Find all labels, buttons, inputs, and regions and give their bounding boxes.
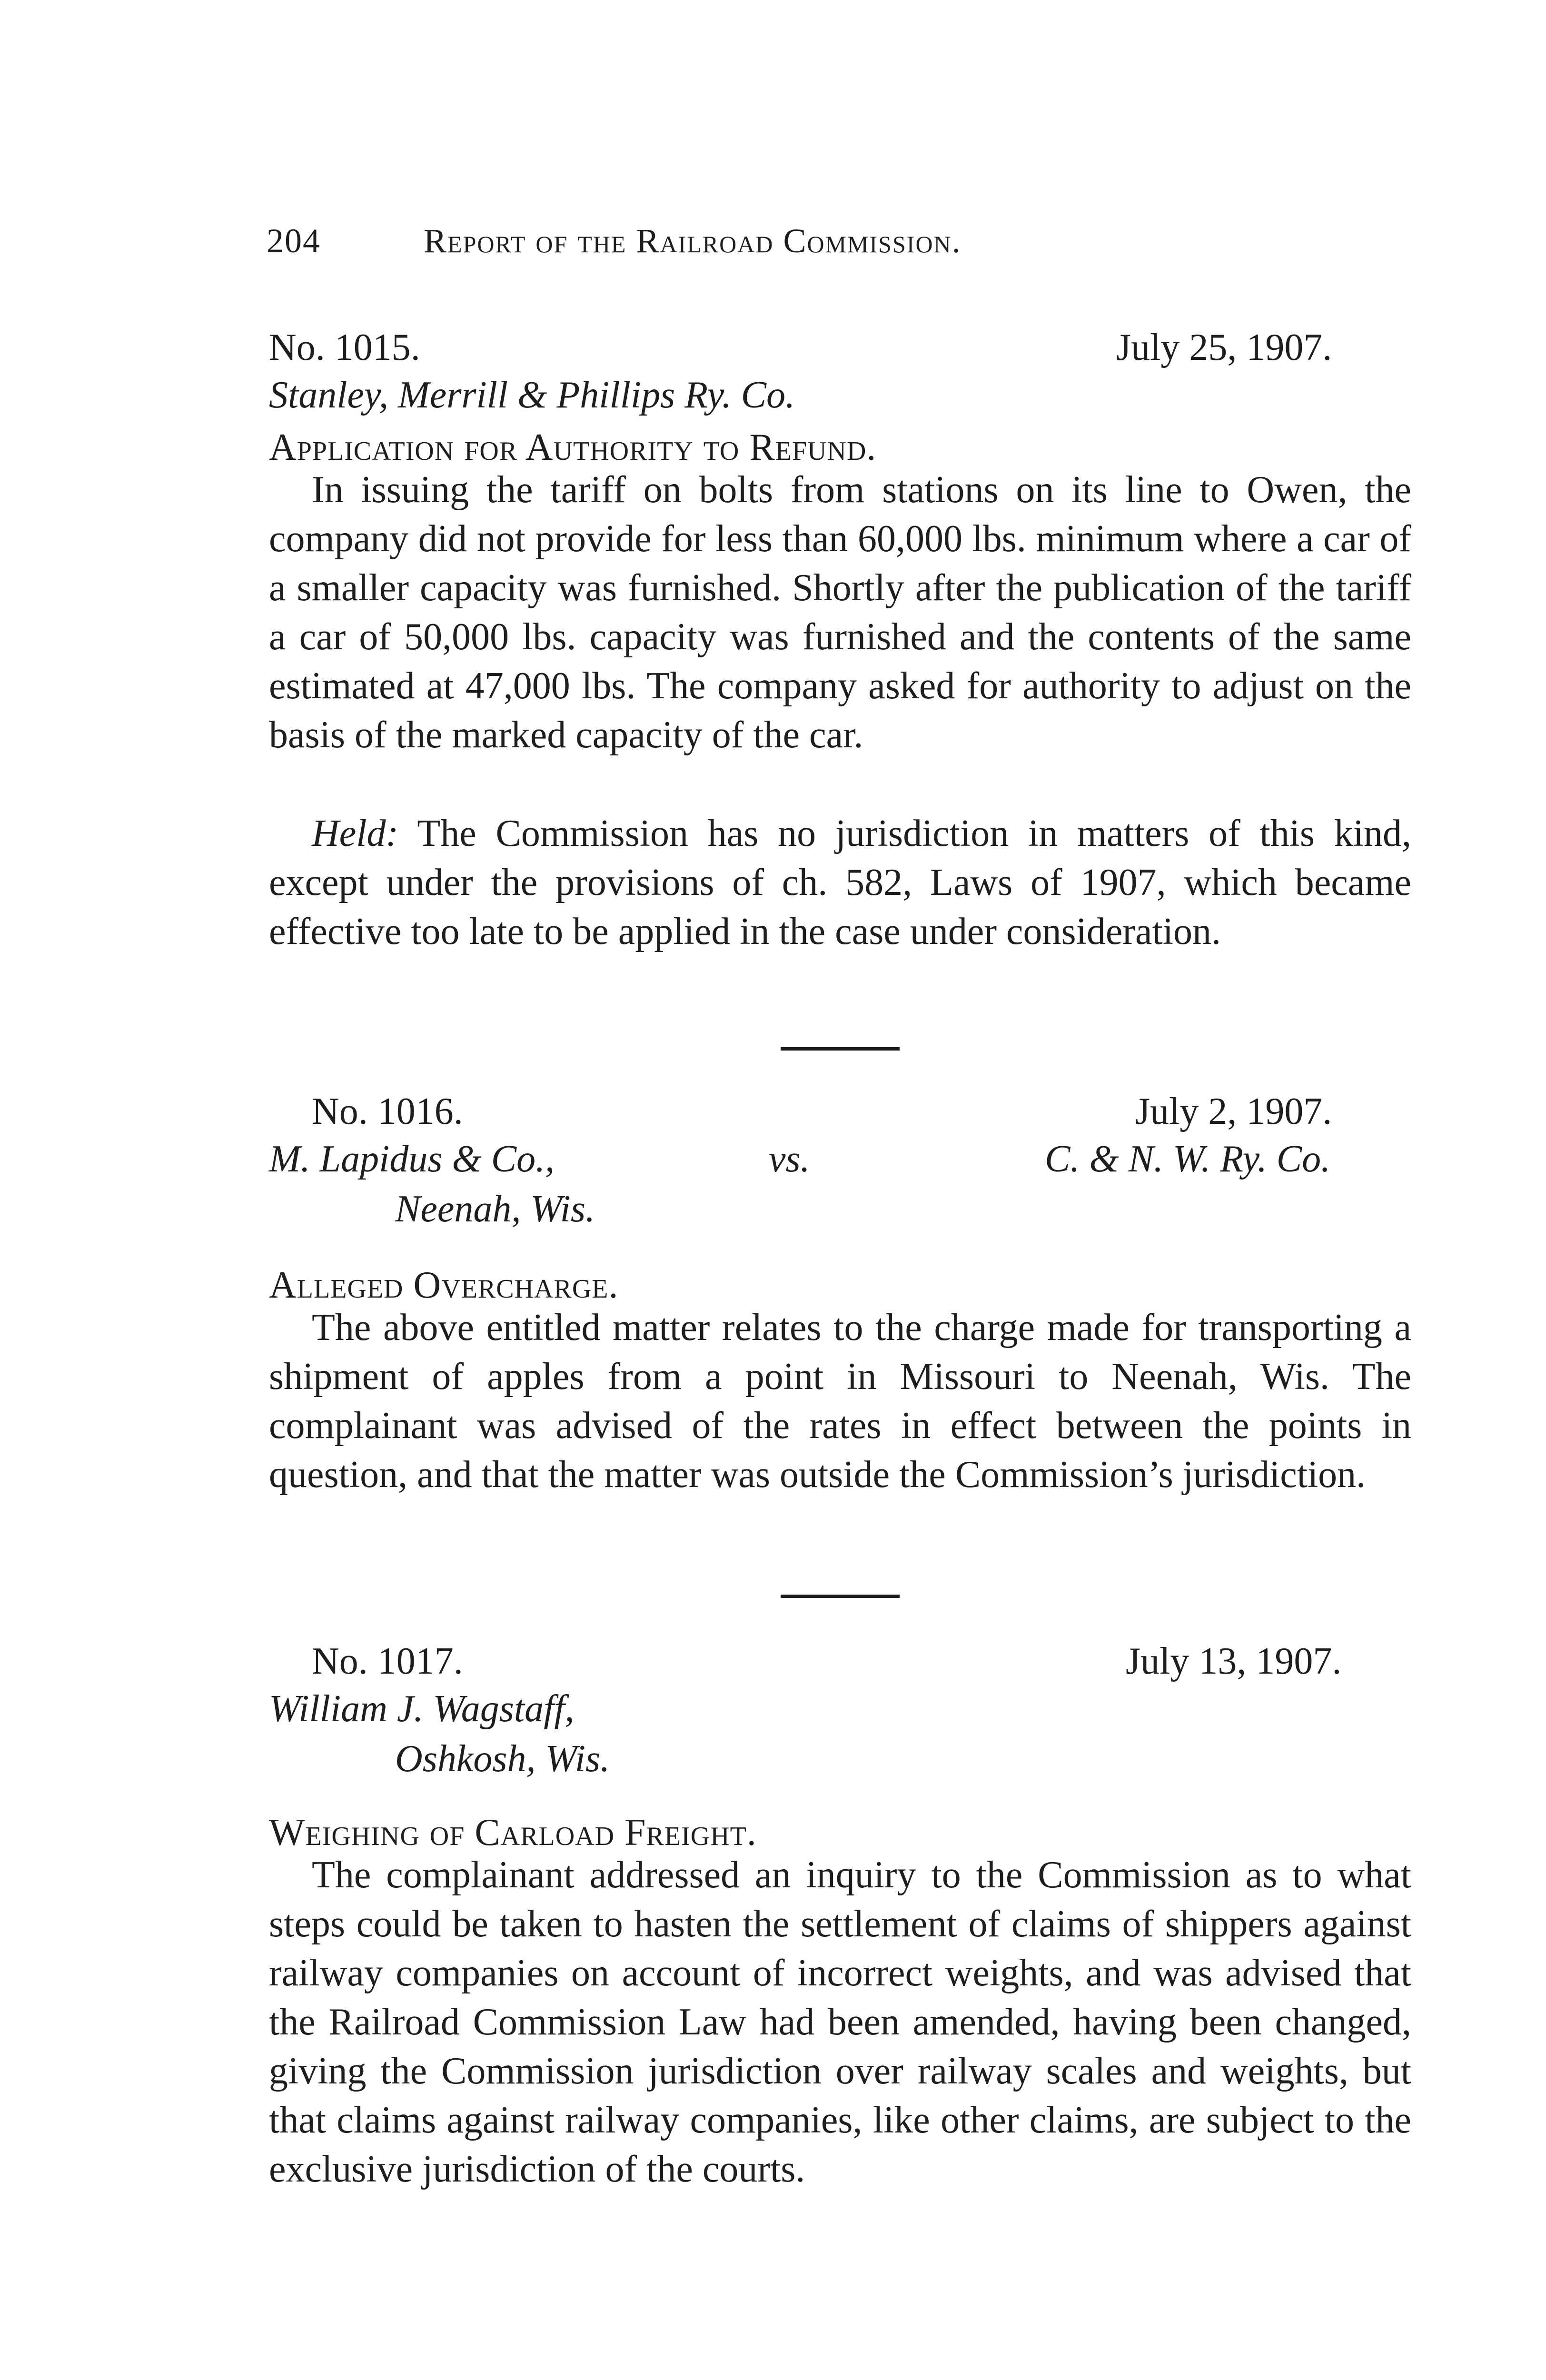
page-title: Report of the Railroad Commission.: [424, 222, 961, 260]
page-number: 204: [267, 222, 321, 260]
case-date: July 2, 1907.: [1135, 1091, 1332, 1132]
case-number: No. 1016.: [312, 1091, 463, 1132]
case-heading: Application for Authority to Refund.: [269, 426, 877, 468]
section-divider: [781, 1047, 900, 1051]
case-heading: Alleged Overcharge.: [269, 1264, 619, 1306]
complainant-location: Oshkosh, Wis.: [395, 1738, 610, 1780]
case-number: No. 1017.: [312, 1640, 463, 1682]
versus-label: vs.: [769, 1138, 810, 1180]
case-body: [269, 1851, 1411, 2194]
case-body-text: The complainant addressed an inquiry to the Commission as to what steps could be taken to hasten the settlement of claims of shippers against railway companies on account of incorrect weights, and was advised that the Railroad Commission Law had been amended, having been changed, giving the Commission jurisdiction over railway scales and weights, but that claims against railway companies, like other claims, are subject to the exclusive jurisdiction of the courts.: [269, 1854, 1411, 2190]
case-heading: Weighing of Carload Freight.: [269, 1812, 757, 1854]
section-divider: [781, 1595, 900, 1598]
complainant-location: Neenah, Wis.: [395, 1188, 595, 1230]
case-date: July 13, 1907.: [1126, 1640, 1342, 1682]
held-label: Held:: [312, 813, 399, 854]
complainant-name: M. Lapidus & Co.,: [269, 1138, 555, 1180]
respondent-name: C. & N. W. Ry. Co.: [1045, 1138, 1331, 1180]
complainant-name: William J. Wagstaff,: [269, 1688, 575, 1730]
case-body-text: The above entitled matter relates to the charge made for transporting a shipment of apples from a point in Missouri to Neenah, Wis. The complainant was advised of the rates in effect between the points in question, and that the matter was outside the Commission’s jurisdiction.: [269, 1307, 1411, 1496]
case-body: [269, 466, 1411, 760]
case-holding: [269, 809, 1411, 956]
held-text: The Commission has no jurisdiction in matters of this kind, except under the provisions of ch. 582, Laws of 1907, which became effective too late to be applied in the case under consideration.: [269, 813, 1411, 952]
party-name: Stanley, Merrill & Phillips Ry. Co.: [269, 374, 795, 416]
case-body: [269, 1303, 1411, 1499]
case-date: July 25, 1907.: [1116, 327, 1332, 368]
case-number: No. 1015.: [269, 327, 420, 368]
case-body-text: In issuing the tariff on bolts from stations on its line to Owen, the company did not provide for less than 60,000 lbs. minimum where a car of a smaller capacity was furnished. Shortly after the publication of the tariff a car of 50,000 lbs. capacity was furnished and the contents of the same estimated at 47,000 lbs. The company asked for authority to adjust on the basis of the marked capacity of the car.: [269, 469, 1411, 756]
